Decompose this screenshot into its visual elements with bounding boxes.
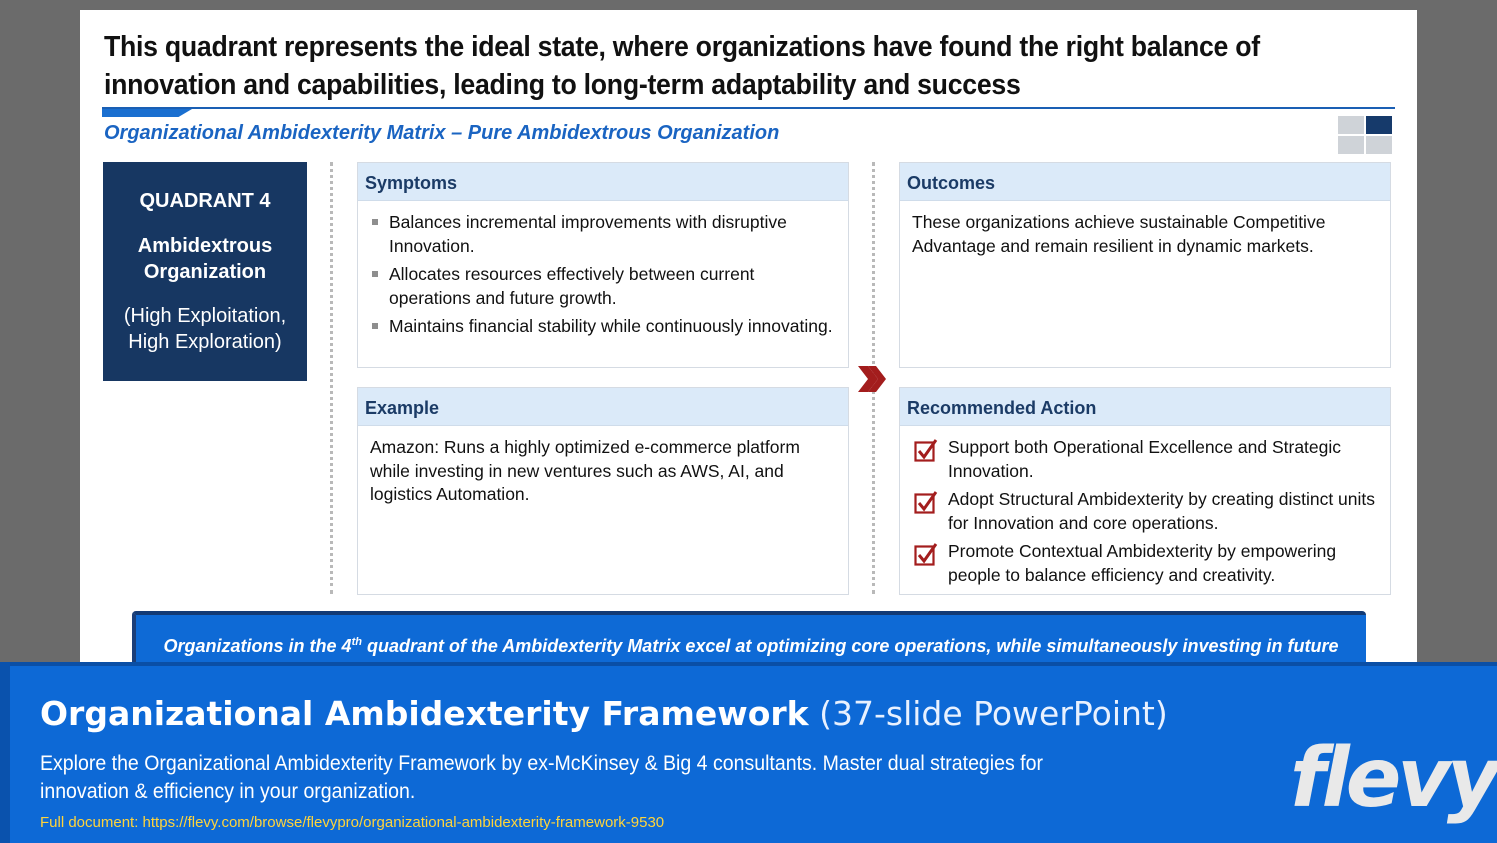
callout-sup: th [351,636,362,648]
symptoms-card [357,162,849,368]
example-text: Amazon: Runs a highly optimized e-commerce platform while investing in new ventures such as AWS, AI, and logistics Automation. [370,437,800,504]
symptom-item: Allocates resources effectively between current operations and future growth. [370,263,836,310]
banner-document-link[interactable]: Full document: https://flevy.com/browse/flevypro/organizational-ambidexterity-framework-9530 [40,814,665,831]
checkbox-checked-icon [914,490,938,514]
example-heading: Example [358,388,848,426]
checkbox-checked-icon [914,438,938,462]
flevy-logo[interactable]: flevy [1290,731,1497,826]
recommended-text: Adopt Structural Ambidexterity by creating distinct units for Innovation and core operations. [948,489,1376,533]
outcomes-text: These organizations achieve sustainable Competitive Advantage and remain resilient in dynamic markets. [912,212,1326,256]
recommended-text: Promote Contextual Ambidexterity by empowering people to balance efficiency and creativity. [948,541,1337,585]
symptom-item: Maintains financial stability while continuously innovating. [370,315,836,339]
recommended-list [912,436,1378,587]
banner-left-edge [0,662,10,843]
title-rule [102,107,1395,109]
banner-description: Explore the Organizational Ambidexterity Framework by ex-McKinsey & Big 4 consultants. Master dual strategies for innovation & efficiency in your organization. [40,752,1043,803]
slide-headline: This quadrant represents the ideal state, where organizations have found the right balance of innovation and capabilities, leading to long-term adaptability and success [104,31,1260,101]
recommended-heading: Recommended Action [900,388,1390,426]
banner-title [40,694,1168,733]
chevron-right-icon [856,364,888,394]
matrix-cell-4 [1366,136,1392,154]
matrix-quadrant-icon [1338,116,1392,154]
quadrant-description: (High Exploitation, High Exploration) [123,305,287,353]
recommended-item [912,540,1378,587]
quadrant-name: Ambidextrous Organization [137,235,273,283]
matrix-cell-1 [1338,116,1364,134]
title-rule-accent [102,109,192,117]
symptoms-list [370,211,836,339]
symptoms-heading: Symptoms [358,163,848,201]
slide-subtitle: Organizational Ambidexterity Matrix – Pure Ambidextrous Organization [104,122,780,144]
checkbox-checked-icon [914,542,938,566]
outcomes-heading: Outcomes [900,163,1390,201]
slide [80,10,1417,670]
example-card [357,387,849,595]
recommended-text: Support both Operational Excellence and Strategic Innovation. [948,437,1342,481]
symptom-item: Balances incremental improvements with disruptive Innovation. [370,211,836,258]
promo-banner [0,662,1497,843]
matrix-cell-3 [1338,136,1364,154]
callout-prefix: Organizations in the 4 [163,636,352,656]
callout-suffix: quadrant of the Ambidexterity Matrix excel at optimizing core operations, while simultaneously investing in future [366,636,1339,656]
recommended-item [912,488,1378,535]
quadrant-number: QUADRANT 4 [139,190,271,212]
quadrant-box [103,162,307,381]
divider-left [330,162,333,594]
banner-title-bold: Organizational Ambidexterity Framework [40,694,809,733]
recommended-item [912,436,1378,483]
matrix-cell-2-active [1366,116,1392,134]
outcomes-card [899,162,1391,368]
recommended-action-card [899,387,1391,595]
banner-title-light: (37-slide PowerPoint) [808,694,1168,733]
